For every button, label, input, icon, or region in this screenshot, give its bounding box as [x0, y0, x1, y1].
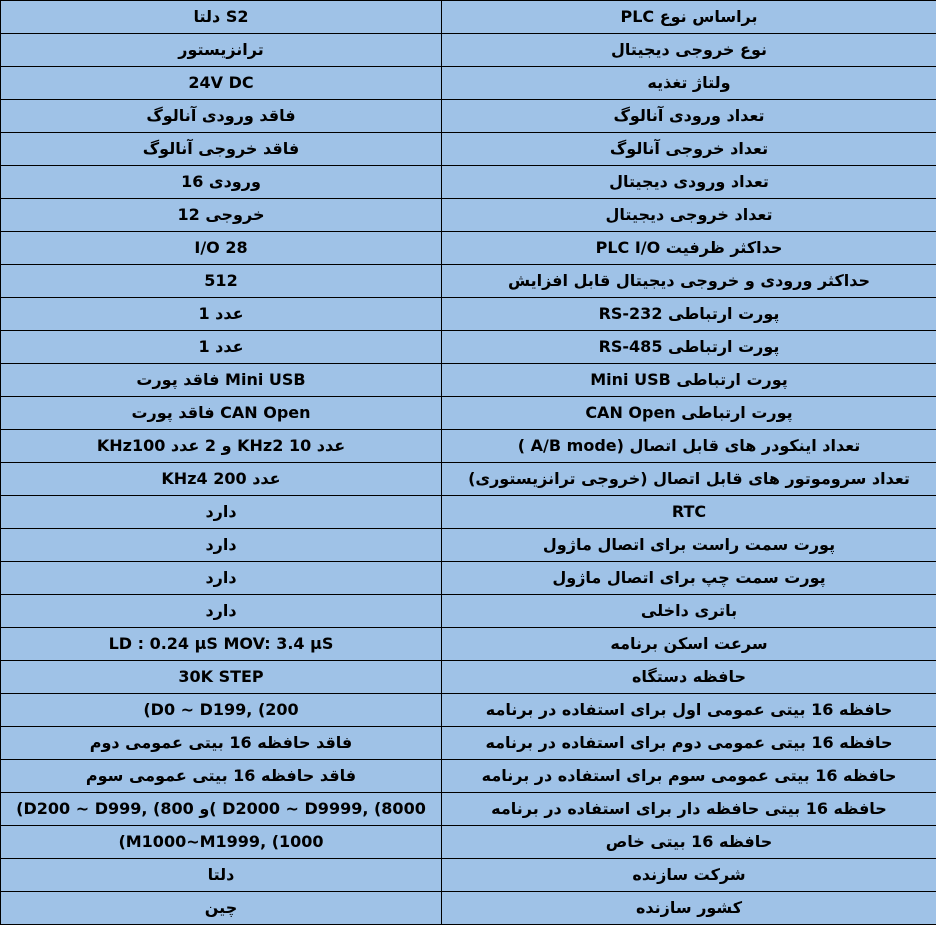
table-row	[1, 331, 936, 364]
value-cell: I/O 28	[1, 232, 442, 265]
value-cell: ورودی 16	[1, 166, 442, 199]
param-cell: حافظه دستگاه	[442, 661, 936, 694]
table-row	[1, 100, 936, 133]
param-cell: نوع خروجی دیجیتال	[442, 34, 936, 67]
param-cell: تعداد خروجی دیجیتال	[442, 199, 936, 232]
param-cell: شرکت سازنده	[442, 859, 936, 892]
table-row	[1, 892, 936, 925]
param-cell: حافظه 16 بیتی عمومی سوم برای استفاده در برنامه	[442, 760, 936, 793]
table-row	[1, 595, 936, 628]
table-row	[1, 67, 936, 100]
param-cell: حافظه 16 بیتی حافظه دار برای استفاده در برنامه	[442, 793, 936, 826]
value-cell: LD : 0.24 μS MOV: 3.4 μS	[1, 628, 442, 661]
value-cell: 30K STEP	[1, 661, 442, 694]
param-cell: سرعت اسکن برنامه	[442, 628, 936, 661]
param-cell: حافظه 16 بیتی عمومی اول برای استفاده در برنامه	[442, 694, 936, 727]
value-cell: 512	[1, 265, 442, 298]
value-cell: 24V DC	[1, 67, 442, 100]
value-cell: فاقد خروجی آنالوگ	[1, 133, 442, 166]
spec-table-body	[1, 1, 936, 925]
table-row	[1, 133, 936, 166]
param-cell: پورت سمت چپ برای اتصال ماژول	[442, 562, 936, 595]
table-row	[1, 430, 936, 463]
value-cell: دارد	[1, 496, 442, 529]
table-row	[1, 1, 936, 34]
table-row	[1, 562, 936, 595]
table-row	[1, 694, 936, 727]
param-cell: ولتاژ تغذیه	[442, 67, 936, 100]
value-cell: فاقد حافظه 16 بیتی عمومی سوم	[1, 760, 442, 793]
value-cell: دلتا	[1, 859, 442, 892]
param-cell: پورت ارتباطی Mini USB	[442, 364, 936, 397]
table-row	[1, 628, 936, 661]
param-cell: تعداد اینکودر های قابل اتصال (A/B mode )	[442, 430, 936, 463]
table-row	[1, 859, 936, 892]
value-cell: (D0 ~ D199, (200	[1, 694, 442, 727]
param-cell: براساس نوع PLC	[442, 1, 936, 34]
table-row	[1, 166, 936, 199]
table-row	[1, 826, 936, 859]
table-row	[1, 364, 936, 397]
param-cell: پورت سمت راست برای اتصال ماژول	[442, 529, 936, 562]
value-cell: KHzو 2 عدد 100 KHzعدد 10 2	[1, 430, 442, 463]
param-cell: حداکثر ظرفیت PLC I/O	[442, 232, 936, 265]
param-cell: پورت ارتباطی CAN Open	[442, 397, 936, 430]
table-row	[1, 793, 936, 826]
value-cell: KHzعدد 200 4	[1, 463, 442, 496]
value-cell: دارد	[1, 562, 442, 595]
param-cell: حداکثر ورودی و خروجی دیجیتال قابل افزایش	[442, 265, 936, 298]
table-row	[1, 661, 936, 694]
value-cell: فاقد پورت CAN Open	[1, 397, 442, 430]
value-cell: فاقد حافظه 16 بیتی عمومی دوم	[1, 727, 442, 760]
value-cell: دلتا S2	[1, 1, 442, 34]
table-row	[1, 760, 936, 793]
table-row	[1, 496, 936, 529]
table-row	[1, 232, 936, 265]
value-cell: خروجی 12	[1, 199, 442, 232]
table-row	[1, 397, 936, 430]
value-cell: چین	[1, 892, 442, 925]
value-cell: دارد	[1, 529, 442, 562]
value-cell: عدد 1	[1, 298, 442, 331]
param-cell: کشور سازنده	[442, 892, 936, 925]
table-row	[1, 265, 936, 298]
table-row	[1, 298, 936, 331]
value-cell: عدد 1	[1, 331, 442, 364]
table-row	[1, 529, 936, 562]
value-cell: ترانزیستور	[1, 34, 442, 67]
param-cell: پورت ارتباطی RS-485	[442, 331, 936, 364]
value-cell: دارد	[1, 595, 442, 628]
param-cell: تعداد خروجی آنالوگ	[442, 133, 936, 166]
param-cell: باتری داخلی	[442, 595, 936, 628]
value-cell: فاقد پورت Mini USB	[1, 364, 442, 397]
param-cell: تعداد سروموتور های قابل اتصال (خروجی ترانزیستوری)	[442, 463, 936, 496]
param-cell: تعداد ورودی آنالوگ	[442, 100, 936, 133]
table-row	[1, 463, 936, 496]
value-cell: فاقد ورودی آنالوگ	[1, 100, 442, 133]
param-cell: حافظه 16 بیتی خاص	[442, 826, 936, 859]
table-row	[1, 199, 936, 232]
param-cell: تعداد ورودی دیجیتال	[442, 166, 936, 199]
param-cell: RTC	[442, 496, 936, 529]
param-cell: حافظه 16 بیتی عمومی دوم برای استفاده در برنامه	[442, 727, 936, 760]
value-cell: (D200 ~ D999, (800 و( D2000 ~ D9999, (8000	[1, 793, 442, 826]
table-row	[1, 727, 936, 760]
table-row	[1, 34, 936, 67]
param-cell: پورت ارتباطی RS-232	[442, 298, 936, 331]
value-cell: (M1000~M1999, (1000	[1, 826, 442, 859]
